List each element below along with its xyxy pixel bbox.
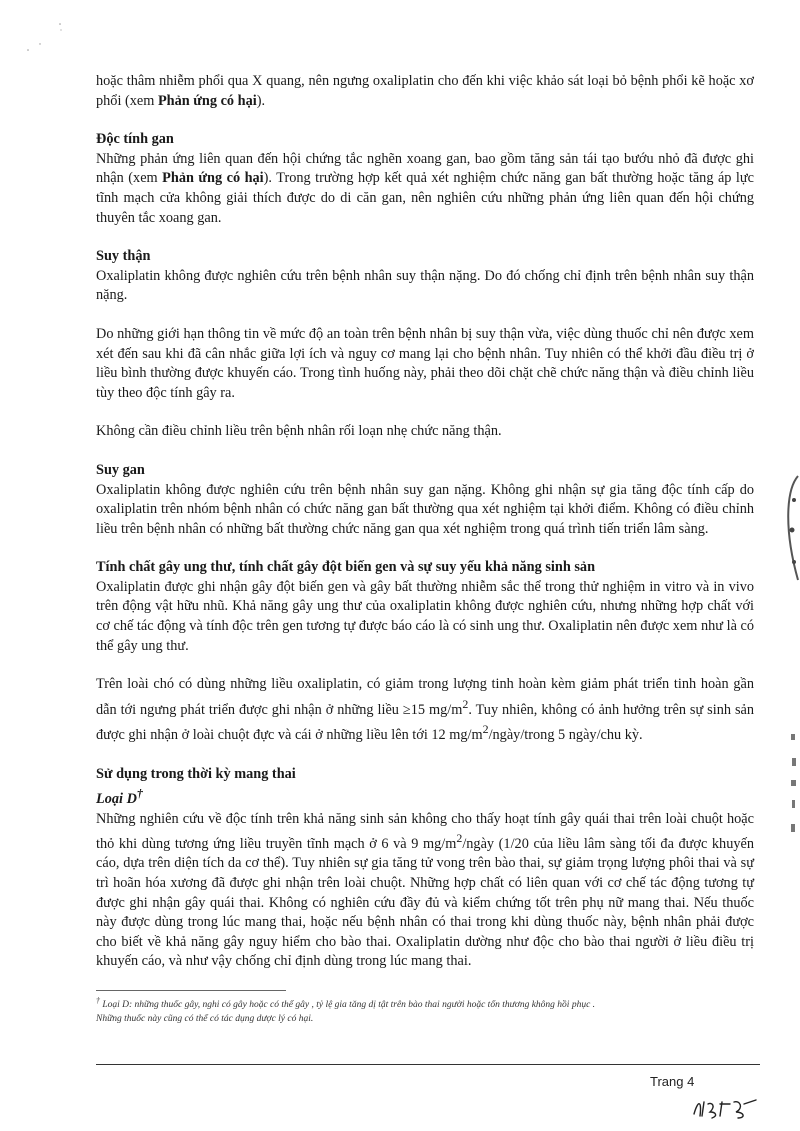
page-number: Trang 4: [650, 1074, 695, 1089]
corner-specks: [20, 20, 70, 60]
paragraph-renal-mild: Không cần điều chỉnh liều trên bệnh nhân rối loạn nhẹ chức năng thận.: [96, 423, 502, 440]
paragraph-intro: hoặc thâm nhiễm phổi qua X quang, nên ngưng oxaliplatin cho đến khi việc khảo sát loại bỏ bệnh phổi kẽ hoặc xơ phổi (xem Phản ứng có hại).: [96, 73, 754, 109]
heading-hepatic-impairment: Suy gan: [96, 461, 145, 478]
document-body: [96, 72, 754, 972]
heading-renal-impairment: Suy thận: [96, 248, 151, 265]
paragraph-liver: Những phản ứng liên quan đến hội chứng tắc nghẽn xoang gan, bao gồm tăng sản tái tạo bướu nhỏ đã được ghi nhận (xem Phản ứng có hại). Trong trường hợp kết quả xét nghiệm chức năng gan bất thường hoặc tăng áp lực tĩnh mạch cửa không giải thích được do di căn gan, nên nghiên cứu những phản ứng liên quan đến hội chứng thuyên tắc xoang gan.: [96, 150, 754, 226]
heading-carcinogenicity: Tính chất gây ung thư, tính chất gây đột biến gen và sự suy yếu khả năng sinh sản: [96, 559, 596, 576]
paragraph-carcinogenicity: Oxaliplatin được ghi nhận gây đột biến gen và gây bất thường nhiễm sắc thể trong thử nghiệm in vitro và in vivo trên động vật hữu nhũ. Khả năng gây ung thư của oxaliplatin không được nghiên cứu, nhưng những hợp chất với cơ chế tác động và tính độc trên gen tương tự được báo cáo là có sinh ung thư. Oxaliplatin nên được xem như là có thể gây ung thư.: [96, 578, 754, 654]
paragraph-renal-severe: Oxaliplatin không được nghiên cứu trên bệnh nhân suy thận nặng. Do đó chống chỉ định trên bệnh nhân suy thận nặng.: [96, 267, 754, 304]
footnote-line-2: Những thuốc này cũng có thể có tác dụng dược lý có hại.: [96, 1014, 314, 1025]
paragraph-hepatic: Oxaliplatin không được nghiên cứu trên bệnh nhân suy gan nặng. Không ghi nhận sự gia tăng độc tính cấp do oxaliplatin trên nhóm bệnh nhân có chức năng gan bất thường qua xét nghiệm tại khởi điểm. Không có điều chỉnh liều trên bệnh nhân có những bất thường chức năng gan qua xét nghiệm trong quá trình tiến triển lâm sàng.: [96, 481, 754, 537]
paragraph-renal-moderate: Do những giới hạn thông tin về mức độ an toàn trên bệnh nhân bị suy thận vừa, việc dùng thuốc chỉ nên được xem xét đến sau khi đã cân nhắc giữa lợi ích và nguy cơ mang lại cho bệnh nhân. Tuy nhiên có thể khởi đầu điều trị ở liều bình thường được khuyến cáo. Trong tình huống này, phải theo dõi chặt chẽ chức năng thận và điều chỉnh liều tùy theo độc tính gây ra.: [96, 325, 754, 401]
heading-liver-toxicity: Độc tính gan: [96, 131, 174, 148]
paragraph-fertility: Trên loài chó có dùng những liều oxaliplatin, có giảm trong lượng tinh hoàn kèm giảm phát triển tinh hoàn gần dẫn tới ngưng phát triển được ghi nhận ở những liều ≥15 $mg/m^2$. Tuy nhiên, không có ảnh hưởng trên sự sinh sản được ghi nhận ở loài chuột đực và cái ở những liều lên tới 12 $mg/m^2/ngày$/trong 5 ngày/chu kỳ.: [96, 676, 754, 743]
handwritten-signature: [690, 1092, 760, 1122]
heading-pregnancy: Sử dụng trong thời kỳ mang thai: [96, 765, 296, 782]
edge-scan-marks: [788, 730, 800, 840]
stamp-fragment: [780, 470, 800, 600]
footnote-divider: [96, 990, 286, 991]
paragraph-pregnancy: Những nghiên cứu về độc tính trên khả năng sinh sản không cho thấy hoạt tính gây quái thai trên loài chuột hoặc thỏ khi dùng tương ứng liều truyền tĩnh mạch ở 6 và 9 $mg/m^2$/ngày (1/20 của liều lâm sàng tối đa được khuyến cáo, dựa trên diện tích da cơ thể). Tuy nhiên sự gia tăng tử vong trên bào thai, sự giảm trọng lượng phôi thai và sự trì hoãn hóa xương đã được ghi nhận trên loài chuột. Những hợp chất có liên quan với cơ chế tác động tương tự được ghi nhận gây quái thai. Không có nghiên cứu đầy đủ và kiểm chứng tốt trên phụ nữ mang thai. Nếu thuốc này được dùng trong lúc mang thai, hoặc nếu bệnh nhân có thai trong khi dùng thuốc này, bệnh nhân phải được cho biết về khả năng gây nguy hiểm cho bào thai. Oxaliplatin dường như độc cho bào thai người ở liều điều trị khuyến cáo, và như vậy chống chỉ định dùng trong lúc mang thai.: [96, 810, 754, 970]
footnote-line-1: † Loại D: những thuốc gây, nghi có gây hoặc có thể gây , tỷ lệ gia tăng dị tật trên bào thai người hoặc tổn thương không hồi phục .: [96, 996, 596, 1011]
footer-divider: [96, 1064, 760, 1065]
heading-category-d: Loại D†: [96, 786, 143, 807]
footnote: [96, 994, 756, 1026]
